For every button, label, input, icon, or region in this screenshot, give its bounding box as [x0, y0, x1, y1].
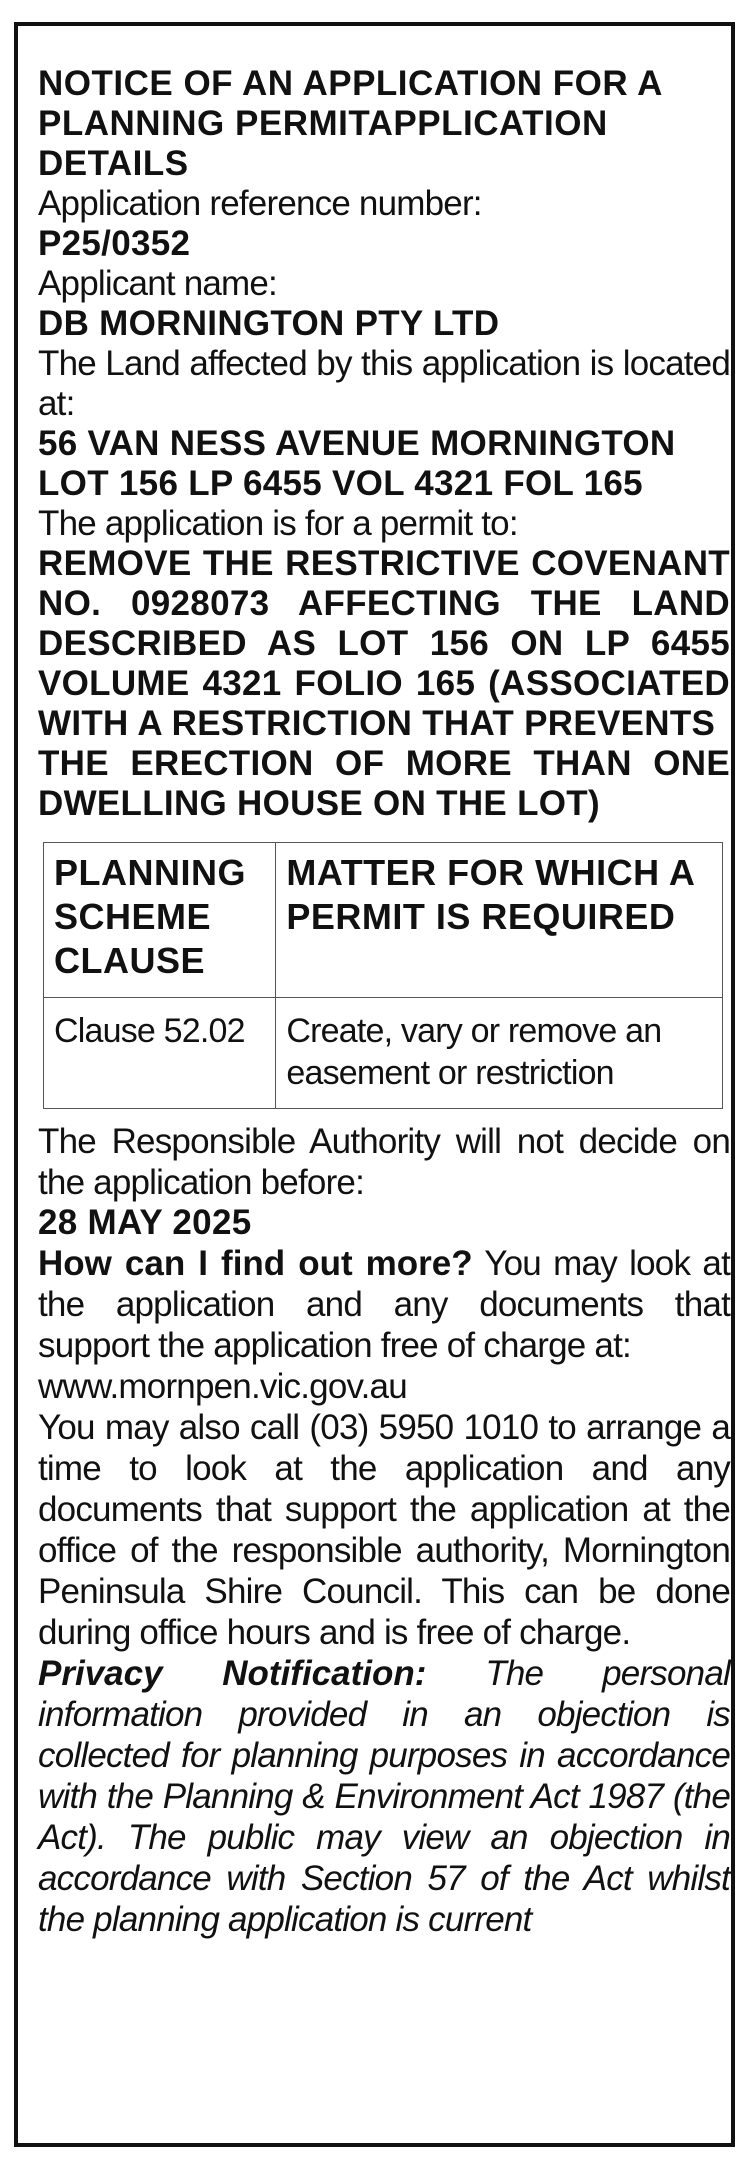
- table-header-matter: MATTER FOR WHICH A PERMIT IS REQUIRED: [276, 843, 723, 998]
- decision-date: 28 MAY 2025: [38, 1203, 252, 1242]
- application-ref-label: Application reference number:: [38, 184, 482, 223]
- table-header-row: [44, 843, 723, 998]
- notice-title: NOTICE OF AN APPLICATION FOR A PLANNING PERMITAPPLICATION DETAILS: [38, 64, 662, 183]
- privacy-heading: Privacy Notification:: [38, 1654, 427, 1693]
- permit-description-part-2: THE ERECTION OF MORE THAN ONE DWELLING HOUSE ON THE LOT): [38, 744, 730, 823]
- privacy-paragraph: [38, 1653, 730, 1940]
- more-info-paragraph: [38, 1243, 730, 1366]
- website-link[interactable]: www.mornpen.vic.gov.au: [38, 1367, 407, 1406]
- decision-text: The Responsible Authority will not decide on the application before:: [38, 1122, 730, 1202]
- permit-description: [38, 544, 730, 744]
- land-label: The Land affected by this application is located at:: [38, 344, 730, 423]
- permit-description-continued: [38, 744, 730, 824]
- table-cell-clause: Clause 52.02: [44, 998, 276, 1109]
- notice-frame: [14, 22, 735, 2147]
- notice-content: [38, 46, 730, 1940]
- table-cell-matter: Create, vary or remove an easement or restriction: [276, 998, 723, 1109]
- permit-label: The application is for a permit to:: [38, 504, 518, 543]
- more-info-text: You may look at the application and any documents that support the application free of charge at:: [38, 1244, 730, 1365]
- land-value: 56 VAN NESS AVENUE MORNINGTON LOT 156 LP 6455 VOL 4321 FOL 165: [38, 424, 676, 503]
- call-paragraph: You may also call (03) 5950 1010 to arrange a time to look at the application and any documents that support the application at the office of the responsible authority, Mornington Peninsula Shire Council. This can be done during office hours and is free of charge.: [38, 1408, 730, 1652]
- application-ref-value: P25/0352: [38, 224, 191, 263]
- more-info-question: How can I find out more?: [38, 1244, 473, 1283]
- privacy-text: The personal information provided in an objection is collected for planning purposes in accordance with the Planning & Environment Act 1987 (the Act). The public may view an objection in accordance with Section 57 of the Act whilst the planning application is current: [38, 1654, 730, 1939]
- applicant-label: Applicant name:: [38, 264, 277, 303]
- permit-description-part-1: REMOVE THE RESTRICTIVE COVENANT NO. 0928073 AFFECTING THE LAND DESCRIBED AS LOT 156 ON LP 6455 VOLUME 4321 FOLIO 165 (ASSOCIATED WITH A RESTRICTION THAT PREVENTS: [38, 544, 730, 743]
- planning-clause-table: [43, 842, 723, 1109]
- table-header-clause: PLANNING SCHEME CLAUSE: [44, 843, 276, 998]
- table-row: [44, 998, 723, 1109]
- applicant-value: DB MORNINGTON PTY LTD: [38, 304, 500, 343]
